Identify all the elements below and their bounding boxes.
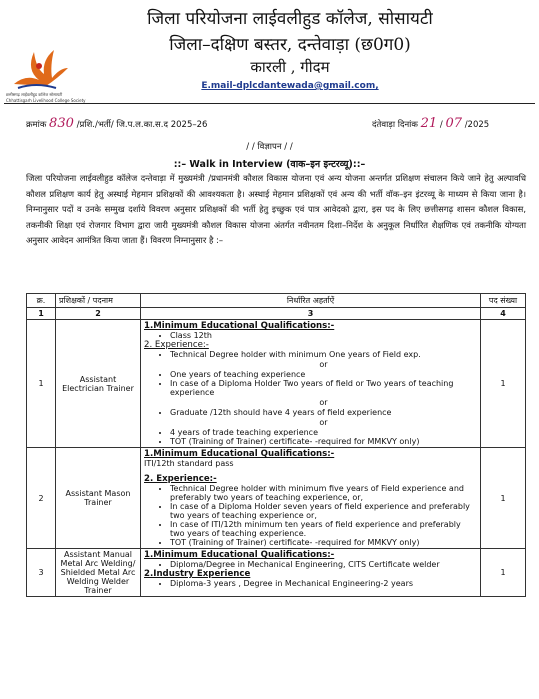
table-row (27, 320, 526, 448)
location-line: कारली , गीदम (250, 58, 330, 76)
list-item: • Class 12th (170, 331, 477, 340)
col-number: 3 (141, 308, 481, 320)
list-item: • Diploma-3 years , Degree in Mechanical Engineering-2 years (170, 579, 477, 588)
list-item: • Graduate /12th should have 4 years of field experience (170, 408, 477, 417)
edu-title: 1.Minimum Educational Qualifications:- (144, 550, 335, 560)
qualifications-cell (141, 549, 481, 597)
qualifications-cell (141, 320, 481, 448)
reference-number: क्रमांक 830 /प्रशि./भर्ती/ जि.प.ल.का.स.द 2025–26 (26, 116, 208, 131)
list-item: • In case of a Diploma Holder seven years of field experience and preferably two years of teaching experience or, (170, 502, 477, 520)
post-name: Assistant Electrician Trainer (56, 320, 141, 448)
list-item: • In case of ITI/12th minimum ten years of field experience and preferably two years of teaching experience. (170, 520, 477, 538)
email-link[interactable]: E.mail-dplcdantewada@gmail.com, (201, 81, 379, 91)
col-header-count: पद संख्या (481, 294, 526, 308)
exp-title: 2.Industry Experience (144, 569, 251, 579)
handwritten-number: 830 (49, 116, 74, 131)
org-name: जिला परियोजना लाईवलीहुड कॉलेज, सोसायटी (147, 9, 433, 29)
list-item: • Technical Degree holder with minimum One years of Field exp. (170, 350, 477, 359)
row-sn: 3 (27, 549, 56, 597)
post-name: Assistant Mason Trainer (56, 448, 141, 549)
intro-paragraph: जिला परियोजना लाईवलीहुड कॉलेज दन्तेवाड़ा में मुख्यमंत्री /प्रधानमंत्री कौशल विकास योजना एवं अन्य योजना अन्तर्गत प्रशिक्षण संचालन किये जाने हेतु अल्पावधि कौशल प्रशिक्षण कार्य हेतु अस्थाई मेहमान प्रशिक्षकों की आवश्यकता है। अस्थाई मेहमान प्रशिक्षकों एवं अन्य की भर्ती वॉक–इन इंटरव्यू के माध्यम से किया जाना है। निम्नानुसार पदों व उनके सम्मुख दर्शाये विवरण अनुसार प्रशिक्षकों की भर्ती हेतु इच्छुक एवं पात्र आवेदको द्वारा, इस पद के लिए छत्तीसगढ़ शासन कौशल विकास, तकनीकी शिक्षा एवं रोजगार विभाग द्वारा जारी मुख्यमंत्री कौशल विकास योजना अंतर्गत नवीनतम दिशा–निर्देश के अनुकूल निर्धारित शैक्षणिक एवं तकनीकि योग्यता अनुसार आवेदन आमंत्रित किया जाता हैं। विवरण निम्नानुसार है :– (26, 173, 526, 245)
table-header-row (27, 294, 526, 308)
table-row (27, 448, 526, 549)
list-item: • 4 years of trade teaching experience (170, 428, 477, 437)
list-item: • TOT (Training of Trainer) certificate- -required for MMKVY only) (170, 538, 477, 547)
list-item: • TOT (Training of Trainer) certificate- -required for MMKVY only) (170, 437, 477, 446)
exp-title: 2. Experience:- (144, 474, 217, 484)
header-divider (4, 103, 535, 104)
col-header-sn: क्र. (27, 294, 56, 308)
col-header-qualifications: निर्धारित अहर्ताऐं (141, 294, 481, 308)
column-number-row (27, 308, 526, 320)
letter-date: दंतेवाड़ा दिनांक 21 / 07 /2025 (372, 116, 490, 131)
list-item: • Technical Degree holder with minimum five years of Field experience and preferably two years of teaching experience, or, (170, 484, 477, 502)
edu-title: 1.Minimum Educational Qualifications:- (144, 449, 335, 459)
or-separator: or (319, 360, 328, 369)
qualifications-cell (141, 448, 481, 549)
list-item: • In case of a Diploma Holder Two years of field or Two years of teaching experience (170, 379, 477, 397)
walk-in-heading: ::– Walk in Interview (वाक–इन इन्टरव्यू)::– (173, 159, 366, 170)
post-count: 1 (481, 448, 526, 549)
or-separator: or (319, 398, 328, 407)
vacancy-table (26, 293, 526, 597)
list-item: • One years of teaching experience (170, 370, 477, 379)
district-line: जिला–दक्षिण बस्तर, दन्तेवाड़ा (छ0ग0) (169, 35, 411, 55)
col-header-post: प्रशिक्षकों / पदनाम (56, 294, 141, 308)
edu-text: ITI/12th standard pass (144, 459, 234, 468)
or-separator: or (319, 418, 328, 427)
row-sn: 2 (27, 448, 56, 549)
letterhead (0, 0, 539, 105)
logo-caption: छत्तीसगढ़ लाईवलीहुड कॉलेज सोसायटी Chhattisgarh Livelihood College Society (6, 92, 86, 103)
list-item: • Diploma/Degree in Mechanical Engineering, CITS Certificate welder (170, 560, 477, 569)
row-sn: 1 (27, 320, 56, 448)
table-row (27, 549, 526, 597)
col-number: 1 (27, 308, 56, 320)
post-name: Assistant Manual Metal Arc Welding/ Shielded Metal Arc Welding Welder Trainer (56, 549, 141, 597)
post-count: 1 (481, 320, 526, 448)
col-number: 4 (481, 308, 526, 320)
advertisement-label: / / विज्ञापन / / (246, 142, 293, 152)
exp-title: 2. Experience:- (144, 340, 209, 350)
post-count: 1 (481, 549, 526, 597)
edu-title: 1.Minimum Educational Qualifications:- (144, 321, 335, 331)
col-number: 2 (56, 308, 141, 320)
